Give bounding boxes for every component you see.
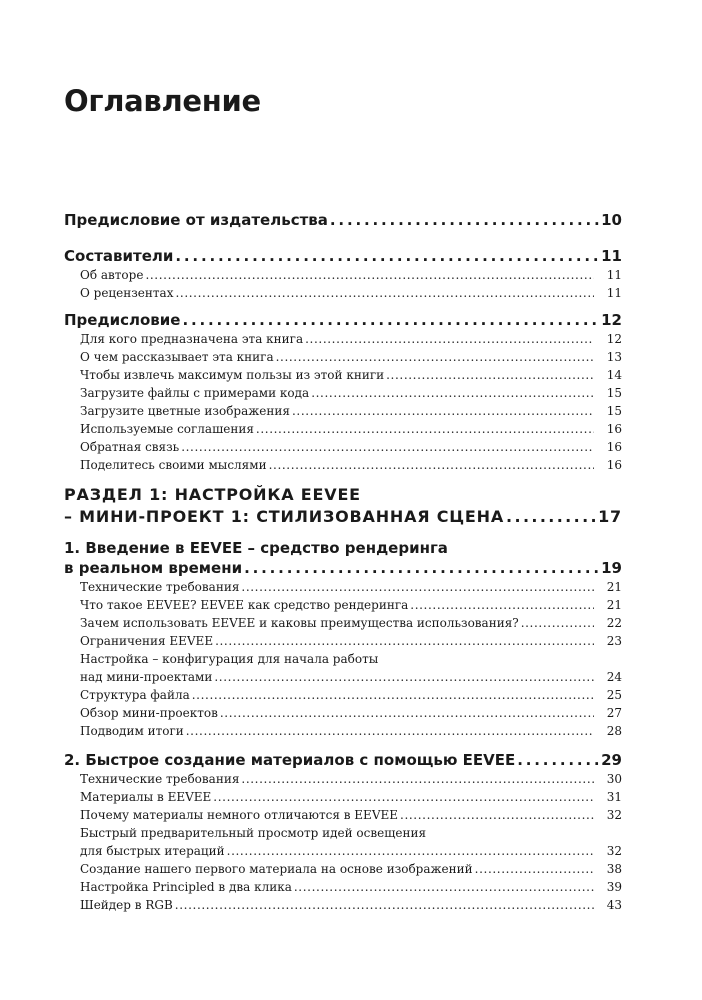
toc-entry-page: 25: [606, 688, 622, 702]
dot-leader: [145, 266, 594, 284]
dot-leader: [241, 770, 594, 788]
toc-entry-page: 17: [598, 507, 622, 526]
toc-subentry[interactable]: [64, 896, 622, 914]
toc-subentry[interactable]: [64, 284, 622, 302]
toc-entry-title: Технические требования: [80, 580, 240, 594]
dot-leader: [521, 614, 594, 632]
toc-entry-title: – МИНИ-ПРОЕКТ 1: СТИЛИЗОВАННАЯ СЦЕНА: [64, 507, 505, 526]
toc-entry-page: 13: [606, 350, 622, 364]
toc-subentry[interactable]: [64, 632, 622, 650]
toc-entry-page: 30: [606, 772, 622, 786]
toc-entry-page: 32: [606, 808, 622, 822]
dot-leader: [330, 210, 599, 230]
toc-entry-title: Настройка Principled в два клика: [80, 880, 292, 894]
toc-entry-page: 19: [601, 559, 622, 577]
toc-entry-title: Обзор мини-проектов: [80, 706, 218, 720]
toc-entry-page: 14: [606, 368, 622, 382]
dot-leader: [269, 456, 594, 474]
toc-entry-page: 11: [606, 286, 622, 300]
dot-leader: [175, 284, 594, 302]
toc-entry-title: Поделитесь своими мыслями: [80, 458, 267, 472]
toc-subentry[interactable]: [64, 842, 622, 860]
toc-entry-title: Ограничения EEVEE: [80, 634, 214, 648]
table-of-contents: [64, 210, 622, 914]
toc-subentry-line: Быстрый предварительный просмотр идей освещения: [80, 826, 427, 840]
toc-entry-title: О рецензентах: [80, 286, 174, 300]
toc-entry-page: 29: [601, 751, 622, 769]
toc-entry[interactable]: [64, 310, 622, 330]
toc-entry-page: 11: [606, 268, 622, 282]
toc-entry[interactable]: [64, 210, 622, 230]
toc-entry-page: 28: [606, 724, 622, 738]
toc-subentry[interactable]: [64, 578, 622, 596]
toc-entry-page: 16: [606, 422, 622, 436]
dot-leader: [175, 246, 599, 266]
dot-leader: [276, 348, 594, 366]
toc-subentry[interactable]: [64, 366, 622, 384]
dot-leader: [186, 722, 594, 740]
toc-entry-title: Почему материалы немного отличаются в EEVEE: [80, 808, 399, 822]
toc-entry-page: 10: [601, 211, 622, 229]
dot-leader: [220, 704, 594, 722]
dot-leader: [213, 788, 594, 806]
toc-subentry[interactable]: [64, 614, 622, 632]
toc-entry-title: Материалы в EEVEE: [80, 790, 212, 804]
toc-subentry[interactable]: [64, 402, 622, 420]
page-title: Оглавление: [64, 84, 261, 118]
toc-entry-page: 16: [606, 440, 622, 454]
toc-entry-title: Структура файла: [80, 688, 190, 702]
dot-leader: [475, 860, 594, 878]
toc-entry-title: О чем рассказывает эта книга: [80, 350, 274, 364]
toc-entry-page: 12: [601, 311, 622, 329]
toc-entry-title: Об авторе: [80, 268, 144, 282]
toc-part-entry[interactable]: [64, 506, 622, 528]
toc-entry-title: Загрузите файлы с примерами кода: [80, 386, 310, 400]
dot-leader: [305, 330, 594, 348]
toc-subentry[interactable]: [64, 438, 622, 456]
toc-entry-page: 38: [606, 862, 622, 876]
dot-leader: [506, 506, 596, 528]
toc-part-heading-line: РАЗДЕЛ 1: НАСТРОЙКА EEVEE: [64, 485, 361, 504]
dot-leader: [227, 842, 594, 860]
toc-entry-title: Предисловие от издательства: [64, 211, 328, 229]
toc-subentry[interactable]: [64, 668, 622, 686]
toc-entry-page: 22: [606, 616, 622, 630]
toc-chapter-entry[interactable]: [64, 558, 622, 578]
dot-leader: [256, 420, 594, 438]
toc-subentry[interactable]: [64, 770, 622, 788]
toc-subentry[interactable]: [64, 806, 622, 824]
dot-leader: [294, 878, 594, 896]
toc-entry-title: Обратная связь: [80, 440, 180, 454]
dot-leader: [214, 668, 594, 686]
dot-leader: [175, 896, 594, 914]
toc-chapter-heading-line: 1. Введение в EEVEE – средство рендеринга: [64, 539, 448, 557]
toc-entry-title: в реальном времени: [64, 559, 243, 577]
dot-leader: [410, 596, 594, 614]
toc-entry-page: 43: [606, 898, 622, 912]
toc-entry-title: Предисловие: [64, 311, 181, 329]
dot-leader: [292, 402, 594, 420]
dot-leader: [215, 632, 594, 650]
toc-subentry[interactable]: [64, 860, 622, 878]
toc-entry-title: Что такое EEVEE? EEVEE как средство рендеринга: [80, 598, 409, 612]
toc-entry-title: Для кого предназначена эта книга: [80, 332, 304, 346]
dot-leader: [311, 384, 594, 402]
toc-subentry[interactable]: [64, 348, 622, 366]
toc-subentry[interactable]: [64, 330, 622, 348]
dot-leader: [182, 310, 599, 330]
toc-entry-title: Шейдер в RGB: [80, 898, 173, 912]
toc-entry-page: 39: [606, 880, 622, 894]
dot-leader: [244, 558, 599, 578]
toc-entry[interactable]: [64, 246, 622, 266]
toc-entry-title: 2. Быстрое создание материалов с помощью EEVEE: [64, 751, 516, 769]
toc-entry-title: Зачем использовать EEVEE и каковы преимущества использования?: [80, 616, 519, 630]
toc-subentry[interactable]: [64, 722, 622, 740]
toc-subentry[interactable]: [64, 420, 622, 438]
toc-entry-page: 15: [606, 404, 622, 418]
dot-leader: [181, 438, 594, 456]
toc-subentry[interactable]: [64, 788, 622, 806]
toc-entry-title: Создание нашего первого материала на основе изображений: [80, 862, 473, 876]
toc-subentry[interactable]: [64, 384, 622, 402]
toc-entry-page: 31: [606, 790, 622, 804]
toc-entry-title: Чтобы извлечь максимум пользы из этой книги: [80, 368, 385, 382]
dot-leader: [386, 366, 594, 384]
toc-entry-page: 32: [606, 844, 622, 858]
toc-entry-page: 11: [601, 247, 622, 265]
toc-entry-page: 15: [606, 386, 622, 400]
toc-entry-title: Подводим итоги: [80, 724, 184, 738]
toc-entry-page: 12: [606, 332, 622, 346]
toc-entry-title: Технические требования: [80, 772, 240, 786]
toc-subentry[interactable]: [64, 878, 622, 896]
toc-entry-title: для быстрых итераций: [80, 844, 225, 858]
toc-entry-page: 21: [606, 580, 622, 594]
toc-entry-title: над мини-проектами: [80, 670, 213, 684]
dot-leader: [192, 686, 594, 704]
toc-entry-page: 24: [606, 670, 622, 684]
toc-subentry[interactable]: [64, 266, 622, 284]
toc-entry-page: 27: [606, 706, 622, 720]
toc-chapter-entry[interactable]: [64, 750, 622, 770]
toc-entry-page: 23: [606, 634, 622, 648]
toc-entry-page: 16: [606, 458, 622, 472]
dot-leader: [241, 578, 594, 596]
toc-subentry[interactable]: [64, 596, 622, 614]
toc-entry-title: Загрузите цветные изображения: [80, 404, 290, 418]
dot-leader: [400, 806, 594, 824]
toc-entry-title: Составители: [64, 247, 174, 265]
toc-subentry[interactable]: [64, 704, 622, 722]
toc-subentry[interactable]: [64, 686, 622, 704]
toc-subentry-line: Настройка – конфигурация для начала работы: [80, 652, 379, 666]
toc-entry-page: 21: [606, 598, 622, 612]
toc-subentry[interactable]: [64, 456, 622, 474]
dot-leader: [517, 750, 599, 770]
toc-entry-title: Используемые соглашения: [80, 422, 254, 436]
